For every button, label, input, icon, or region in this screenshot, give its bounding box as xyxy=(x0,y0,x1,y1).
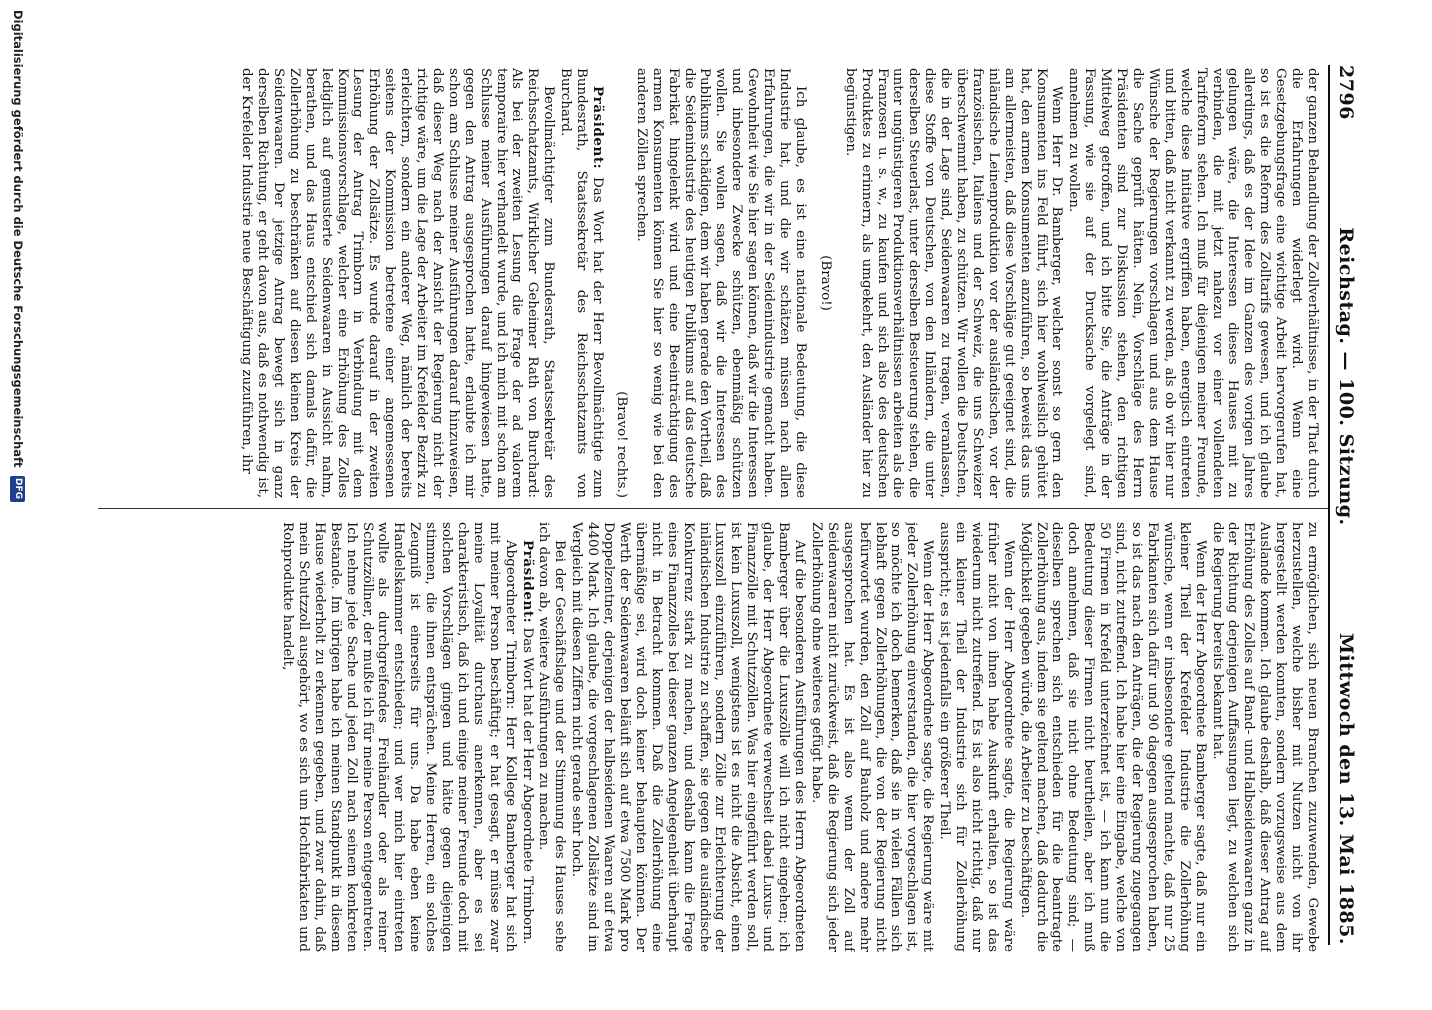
page-number: 2796 xyxy=(1335,65,1357,120)
credit-text: Digitalisierung gefördert durch die Deutsche Forschungsgemeinschaft xyxy=(11,10,25,468)
column-divider xyxy=(98,508,1328,509)
paragraph: Wenn der Herr Abgeordnete Bamberger sagte, daß nur ein kleiner Theil der Krefelder Industrie die Zollerhöhung wünsche, wenn er insbesondere geltend machte, daß nur 25 Fabrikanten sich dafür und 90 dagegen ausgesprochen haben, so ist das nach den Anträgen, die der Regierung zugegangen sind, nicht zutreffend. Ich habe hier eine Eingabe, welche von 50 Firmen in Krefeld unterzeichnet ist, — ich kann nun die Bedeutung dieser Firmen nicht beurtheilen, aber ich muß doch annehmen, daß sie nicht ohne Bedeutung sind; — dieselben sprechen sich entschieden für die beantragte Zollerhöhung aus, indem sie geltend machen, daß dadurch die Möglichkeit gegeben würde, die Arbeiter zu beschäftigen. xyxy=(1017,522,1208,952)
newspaper-sheet xyxy=(0,10,1424,995)
speaker-label: Präsident: xyxy=(519,540,536,624)
paragraph: Wenn der Herr Abgeordnete sagte, die Regierung wäre früher nicht von ihnen habe Auskunft erhalten, so ist das wiederum nicht zutreffend. Es ist also nicht richtig, daß nur ein kleiner Theil der Industrie sich für Zollerhöhung ausspricht; es ist jedenfalls ein größerer Theil. xyxy=(937,522,1016,952)
digitization-credit xyxy=(4,10,32,1010)
paragraph: Bei der Geschäftslage und der Stimmung des Hauses sehe ich davon ab, weitere Ausführungen zu machen. xyxy=(536,522,568,952)
paragraph: Ich glaube, es ist eine nationale Bedeutung, die diese Industrie hat, und die wir schätzen müssen nach allen Erfahrungen, die wir in der Seidenindustrie gemacht haben. Gewohnheit wie Sie hier sagen können, daß wir die Interessen und inbesondere Zwecke schützen, ebenmäßig schützen wollen. Sie wollen sagen, daß wir die Interessen des Publikums schädigen, dem wir haben gerade den Vortheil, daß die Seidenindustrie des heutigen Publikums auf das deutsche Fabrikat hingelenkt wird und eine Beeinträchtigung des armen Konsumenten können Sie hier so wenig wie bei den anderen Zöllen sprechen. xyxy=(633,68,808,498)
applause-note: (Bravo!) xyxy=(817,255,833,311)
running-head xyxy=(1332,65,1360,945)
session-date: Mittwoch den 13. Mai 1885. xyxy=(1335,633,1357,945)
session-title: Reichstag. — 100. Sitzung. xyxy=(1335,227,1357,526)
right-column xyxy=(105,522,1320,952)
paragraph: Wenn Herr Dr. Bamberger, welcher sonst so gern den Konsumenten ins Feld führt, sich hier wohlweislich gehütet hat, den armen Konsumenten anzuführen, so beweist das uns am allermeisten, daß diese Vorschläge gut geeignet sind, die inländische Leinenproduktion vor der ausländischen, vor der französischen, Italiens und der Schweiz, die uns Schweizer überschwemmt haben, zu schützen. Wir wollen die Deutschen, die in der Lage sind, Seidenwaaren zu tragen, veranlassen, diese Stoffe von Deutschen, von den Inländern, die unter derselben Steuerlast, unter derselben Besteuerung stehen, die unter ungünstigeren Produktionsverhältnissen arbeiten als die Franzosen u. s. w., zu kaufen und sich also des deutschen Produktes zu erinnern, als umgekehrt, den Ausländer hier zu begünstigen. xyxy=(842,68,1065,498)
paragraph: zu ermöglichen, sich neuen Branchen zuzuwenden, Gewebe herzustellen, welche bisher mit Nutzen nicht von ihr hergestellt werden konnten, sondern vorzugsweise aus dem Auslande kommen. Ich glaube deshalb, daß dieser Antrag auf Erhöhung des Zolles auf Band- und Halbseidenwaaren ganz in der Richtung derjenigen Auffassungen liegt, zu welchen sich die Regierung bereits bekannt hat. xyxy=(1209,522,1320,952)
paragraph: Wenn der Herr Abgeordnete sagte, die Regierung wäre mit jeder Zollerhöhung einverstanden, die hier vorgeschlagen ist, so möchte ich doch bemerken, daß sie in vielen Fällen sich lebhaft gegen Zollerhöhungen, die von der Regierung nicht befürwortet wurden, den Zoll auf Bauholz und andere mehr ausgesprochen hat. Es ist also wenn der Zoll auf Seidenwaaren nicht zurückweist, daß die Regierung sich jeder Zollerhöhung ohne weiteres gefügt habe. xyxy=(808,522,936,952)
paragraph: der ganzen Behandlung der Zollverhältnisse, in der That durch die Erfahrungen widerlegt wird. Wenn eine Gesetzgebungsfrage eine wichtige Arbeit hervorgerufen hat, so ist es die Reform des Zolltarifs gewesen, und ich glaube allerdings, daß es der Idee im Ganzen des vorigen Jahres gelungen wäre, die Interessen dieses Hauses mit zu verbinden, die mit jetzt nahezu vor einer vollendeten Tarifreform stehen. Ich muß für diejenigen meiner Freunde, welche diese Initiative ergriffen haben, energisch eintreten und bitten, daß nicht verkannt zu werden, als ob wir hier nur Wünsche der Regierungen vorschlagen und aus dem Hause die Sache geprüft hätten. Nein, Vorschläge des Herrn Präsidenten sind zur Diskussion stehen, den richtigen Mittelweg getroffen, und ich bitte Sie, die Anträge in der Fassung, wie sie auf der Drucksache vorgelegt sind, annehmen zu wollen. xyxy=(1066,68,1320,498)
dfg-logo: DFG xyxy=(11,476,26,502)
president-remark xyxy=(557,68,605,498)
applause-note: (Bravo! rechts.) xyxy=(613,391,629,498)
paragraph: Bevollmächtigter zum Bundesrath, Staatssekretär des Reichsschatzamts, Wirklicher Geheimer Rath von Burchard: Als bei der zweiten Lesung die Frage der ad valorem temporaire hier verhandelt wurde, und ich mich mit schon am Schlusse meiner Ausführungen darauf hingewiesen hatte, gegen den Antrag ausgesprochen hatte, erlaubte ich mir schon am Schlusse meiner Ausführungen darauf hinzuweisen, daß dieser Weg nach der Ansicht der Regierung nicht der richtige wäre, um die Lage der Arbeiter im Krefelder Bezirk zu erleichtern, sondern ein anderer Weg, nämlich der bereits seitens der Kommission betretene einer angemessenen Erhöhung der Zollsätze. Es wurde darauf in der zweiten Lesung der Antrag Trimborn in Verbindung mit dem Kommissionsvorschlage, welcher eine Erhöhung des Zolles lediglich auf gemusterte Seidenwaaren in Aussicht nahm, berathen, und das Haus entschied sich damals dafür, die Zollerhöhung zu beschränken auf diesen kleinen Kreis der Seidenwaaren. Der jetzige Antrag bewegt sich in ganz derselben Richtung, er geht davon aus, daß es nothwendig ist, der Krefelder Industrie neue Beschäftigung zuzuführen, ihr xyxy=(239,68,557,498)
paragraph: Abgeordneter Trimborn: Herr Kollege Bamberger hat sich mit meiner Person beschäftigt; er hat gesagt, er müsse zwar meine Loyalität durchaus anerkennen, aber es sei charakteristisch, daß ich und einige meiner Freunde doch mit solchen Vorschlägen gingen und hätte gegen diejenigen stimmen, die ihnen entsprächen. Meine Herren, ein solches Zeugniß ist einerseits für uns. Da habe eben keine Handelskammer entschieden; und wer mich hier eintreten wollte als durchgreifendes Freihändler oder als reiner Schutzzöllner, der mußte ich für meine Person entgegentreten. Ich nehme jede Sache und jeden Zoll nach seinem konkreten Bestande. Im übrigen habe ich meinen Standpunkt in diesem Hause wiederholt zu erkennen gegeben, und zwar dahin, daß mein Schutzzoll ausgehört, wo es sich um Hochfabrikaten und Rohprodukte handelt, xyxy=(280,522,518,952)
header-rule xyxy=(1328,65,1330,945)
paragraph: Auf die besonderen Ausführungen des Herrn Abgeordneten Bamberger über die Luxuszölle will ich nicht eingehen; ich glaube, der Herr Abgeordnete verwechselt dabei Luxus- und Finanzzölle mit Schutzzöllen. Was hier eingeführt werden soll, ist kein Luxuszoll, wenigstens ist es nicht die Absicht, einen Luxuszoll einzuführen, sondern Zölle zur Erleichterung der inländischen Industrie zu schaffen, sie gegen die ausländische Konkurrenz stark zu machen, und deshalb kann die Frage eines Finanzzolles bei dieser ganzen Angelegenheit überhaupt nicht in Betracht kommen. Daß die Zollerhöhung eine übermäßige sei, wird doch keiner behaupten können. Der Werth der Seidenwaaren beläuft sich auf etwa 7500 Mark pro Doppelzentner, derjenigen der halbseidenen Waaren auf etwa 4400 Mark. Ich glaube, die vorgeschlagenen Zollsätze sind im Vergleich mit diesen Ziffern nicht gerade sehr hoch. xyxy=(569,522,807,952)
speaker-text: Das Wort hat der Herr Abgeordnete Trimborn. xyxy=(519,627,535,945)
speaker-text: Das Wort hat der Herr Bevollmächtigte zum Bundesrath, Staatssekretär des Reichsschatzamts von Burchard. xyxy=(558,68,606,498)
left-column xyxy=(105,68,1320,498)
speaker-label: Präsident: xyxy=(590,86,607,170)
president-remark xyxy=(519,522,535,952)
